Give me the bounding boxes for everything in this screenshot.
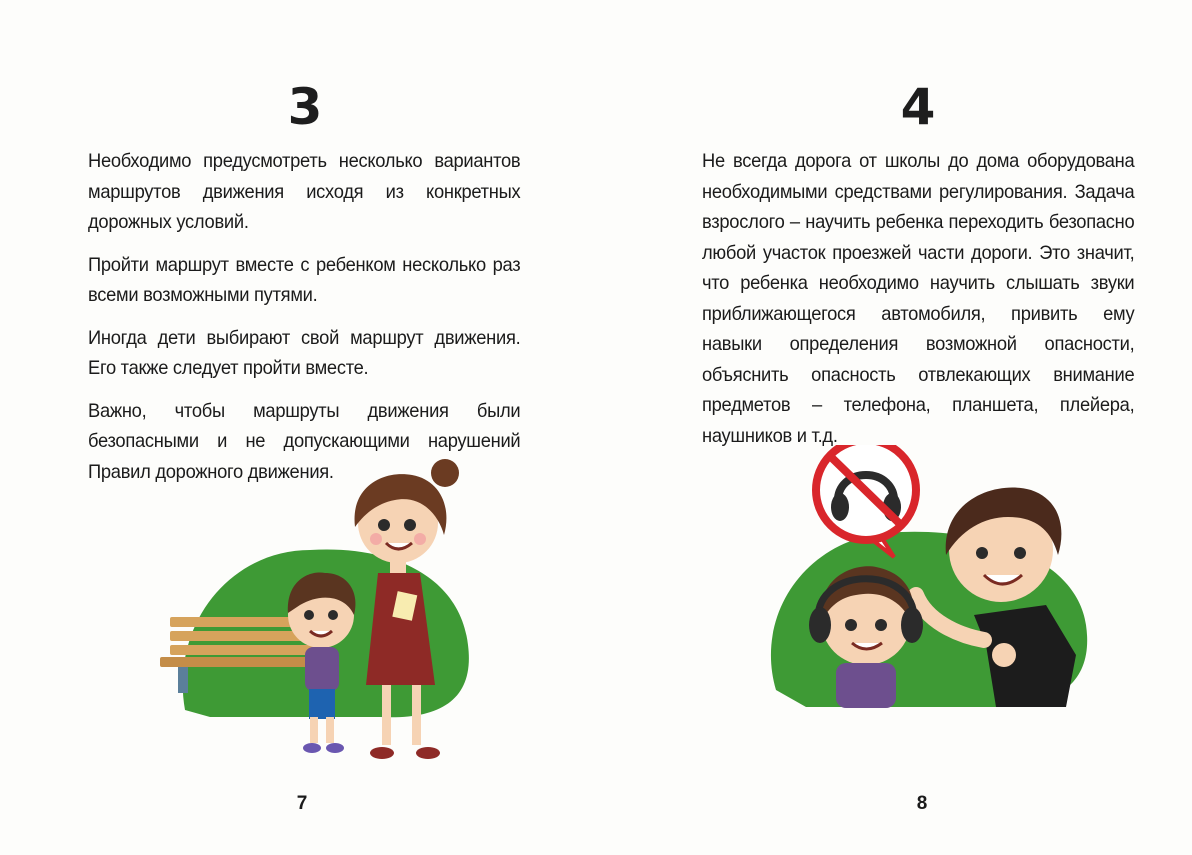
father-child-headphones-illustration — [746, 445, 1096, 725]
page-number: 8 — [916, 793, 928, 814]
left-text-block — [88, 146, 520, 499]
mother-son-bench-illustration — [150, 455, 480, 775]
paragraph: Иногда дети выбирают свой маршрут движения. Его также следует пройти вместе. — [88, 326, 521, 379]
section-number-3: 3 — [287, 78, 323, 136]
page-number: 7 — [296, 793, 308, 814]
paragraph: Важно, чтобы маршруты движения были безопасными и не допускающими нарушений Правил дорожного движения. — [88, 399, 521, 483]
paragraph: Пройти маршрут вместе с ребенком несколько раз всеми возможными путями. — [88, 253, 521, 306]
section-number-4: 4 — [900, 78, 936, 136]
right-page — [596, 0, 1192, 855]
paragraph: Необходимо предусмотреть несколько вариантов маршрутов движения исходя из конкретных дорожных условий. — [88, 150, 521, 233]
right-text-block — [702, 146, 1134, 463]
paragraph: Не всегда дорога от школы до дома оборудована необходимыми средствами регулирования. Задача взрослого – научить ребенка переходить безопасно любой участок проезжей части дороги. Это значит, что ребенка необходимо научить слышать звуки приближающегося автомобиля, привить ему навыки определения возможной опасности, объяснить опасность отвлекающих внимание предметов – телефона, планшета, плейера, наушников и т.д. — [702, 150, 1135, 447]
